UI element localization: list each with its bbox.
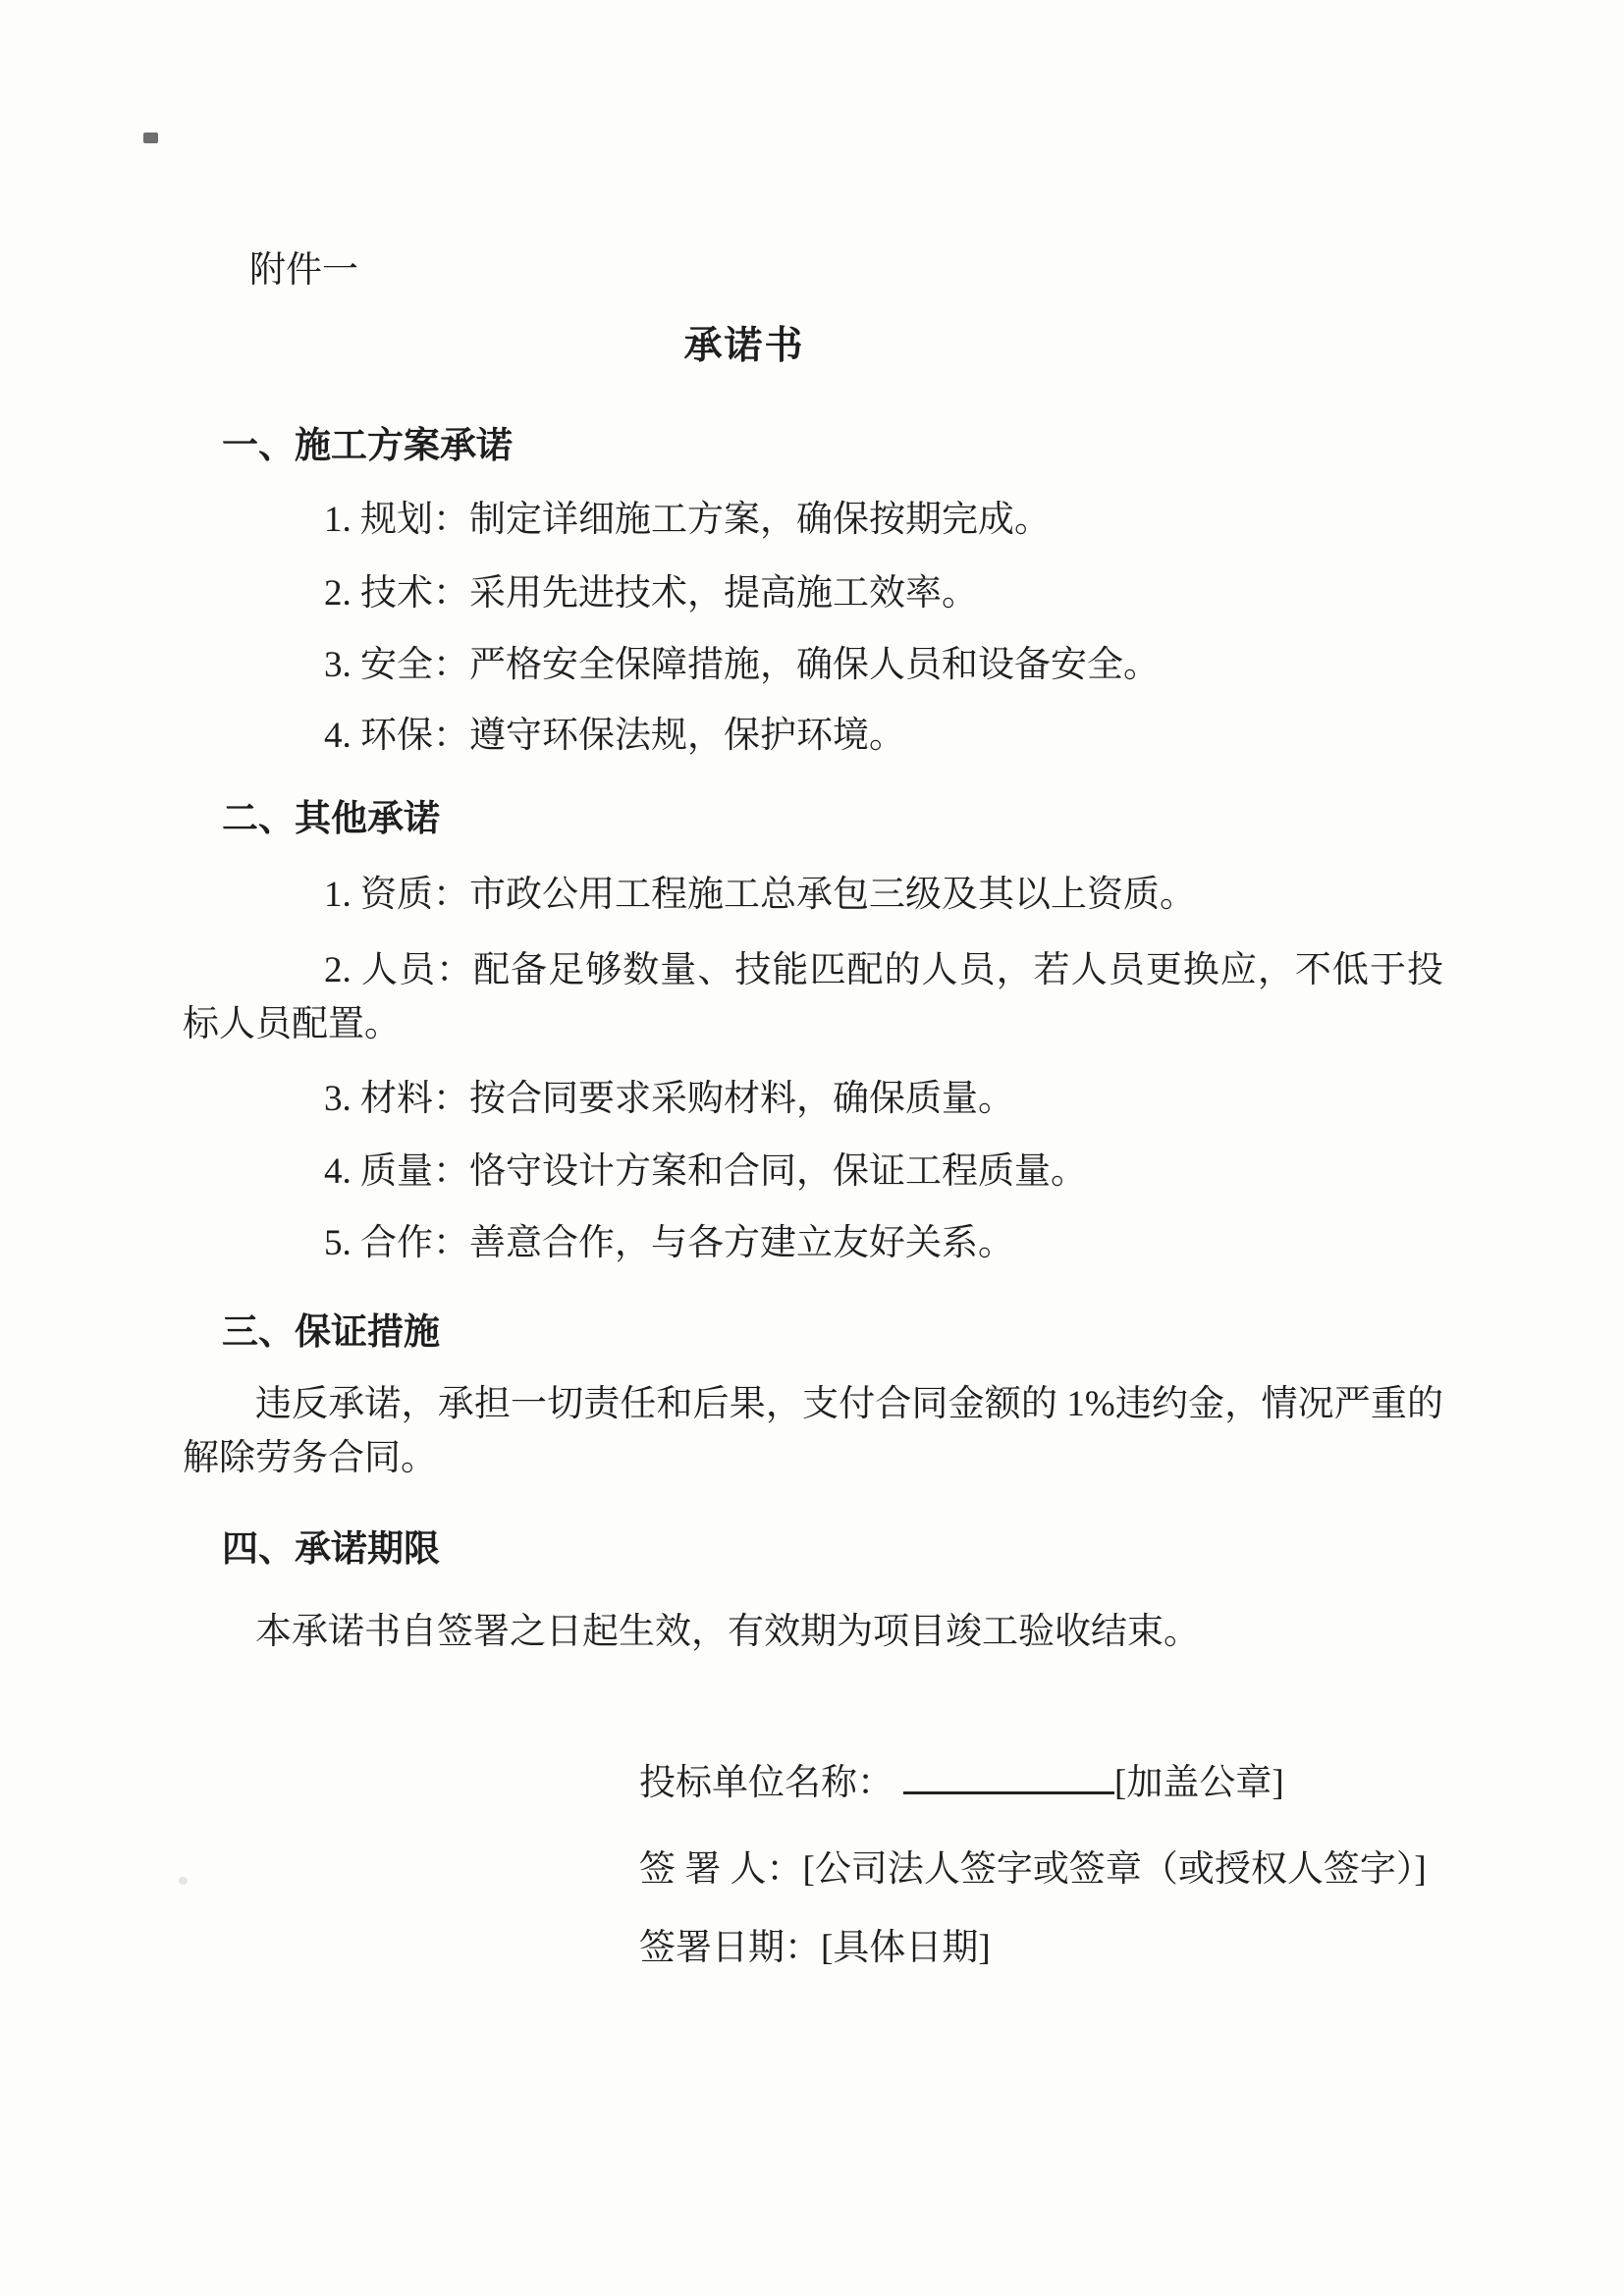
signature-company-blank-line bbox=[903, 1755, 1114, 1794]
section-paragraph: 违反承诺，承担一切责任和后果，支付合同金额的 1%违约金，情况严重的解除劳务合同。 bbox=[183, 1384, 1443, 1478]
section-heading-4: 四、承诺期限 bbox=[222, 1529, 440, 1570]
list-item: 5. 合作：善意合作，与各方建立友好关系。 bbox=[324, 1223, 1014, 1263]
list-item: 2. 技术：采用先进技术，提高施工效率。 bbox=[324, 573, 978, 614]
signature-date-row bbox=[183, 1921, 1443, 1975]
section-paragraph: 本承诺书自签署之日起生效，有效期为项目竣工验收结束。 bbox=[255, 1612, 1200, 1652]
signature-company-label: 投标单位名称： bbox=[639, 1763, 893, 1803]
list-item: 4. 质量：恪守设计方案和合同，保证工程质量。 bbox=[324, 1151, 1087, 1192]
section-heading-1: 一、施工方案承诺 bbox=[222, 426, 513, 466]
scan-artifact-speck bbox=[143, 133, 158, 143]
signature-date-label: 签署日期： bbox=[639, 1928, 821, 1968]
signature-signer-row bbox=[183, 1842, 1443, 1896]
list-item: 1. 规划：制定详细施工方案，确保按期完成。 bbox=[324, 500, 1051, 540]
signature-signer-placeholder: [公司法人签字或签章（或授权人签字）] bbox=[802, 1849, 1427, 1890]
document-title bbox=[183, 319, 1443, 374]
list-item: 1. 资质：市政公用工程施工总承包三级及其以上资质。 bbox=[324, 875, 1196, 915]
scan-artifact-speck bbox=[179, 1877, 188, 1885]
section-heading-3: 三、保证措施 bbox=[222, 1312, 440, 1353]
signature-date-placeholder: [具体日期] bbox=[821, 1928, 991, 1968]
signature-company-row bbox=[183, 1755, 1443, 1810]
list-item: 2. 人员：配备足够数量、技能匹配的人员，若人员更换应，不低于投标人员配置。 bbox=[183, 950, 1443, 1044]
attachment-label: 附件一 bbox=[249, 250, 358, 291]
list-item: 3. 材料：按合同要求采购材料，确保质量。 bbox=[324, 1079, 1014, 1119]
document-title-text: 承诺书 bbox=[683, 325, 805, 367]
signature-signer-label: 签 署 人： bbox=[639, 1849, 803, 1890]
list-item: 4. 环保：遵守环保法规，保护环境。 bbox=[324, 716, 905, 756]
section-heading-2: 二、其他承诺 bbox=[222, 799, 440, 839]
signature-company-seal-note: [加盖公章] bbox=[1114, 1763, 1284, 1803]
list-item: 3. 安全：严格安全保障措施，确保人员和设备安全。 bbox=[324, 645, 1160, 685]
